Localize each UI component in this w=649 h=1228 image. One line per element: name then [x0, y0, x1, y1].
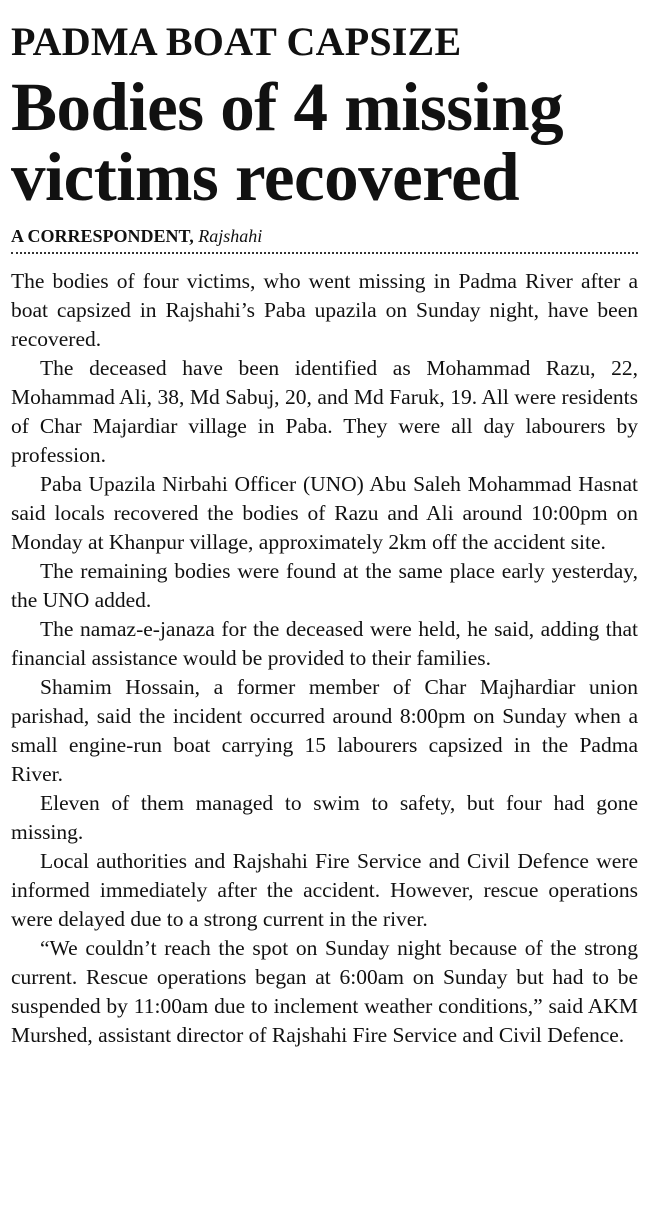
article-kicker: PADMA BOAT CAPSIZE [11, 19, 462, 64]
article-body [11, 267, 638, 1050]
byline [11, 225, 638, 247]
paragraph-5: The namaz-e-janaza for the deceased were held, he said, adding that financial assistance would be provided to their families. [11, 617, 638, 670]
news-article [11, 0, 638, 1050]
headline-line-2: victims recovered [11, 139, 520, 215]
dotted-divider [11, 252, 638, 254]
paragraph-8: Local authorities and Rajshahi Fire Service and Civil Defence were informed immediately after the accident. However, rescue operations were delayed due to a strong current in the river. [11, 849, 638, 931]
byline-author: A CORRESPONDENT, [11, 226, 194, 246]
paragraph-4: The remaining bodies were found at the same place early yesterday, the UNO added. [11, 559, 638, 612]
paragraph-1: The bodies of four victims, who went missing in Padma River after a boat capsized in Rajshahi’s Paba upazila on Sunday night, have been recovered. [11, 269, 638, 351]
headline-line-1: Bodies of 4 missing [11, 69, 564, 145]
paragraph-9: “We couldn’t reach the spot on Sunday night because of the strong current. Rescue operations began at 6:00am on Sunday but had to be suspended by 11:00am due to inclement weather conditions,” said AKM Murshed, assistant director of Rajshahi Fire Service and Civil Defence. [11, 936, 638, 1047]
paragraph-2: The deceased have been identified as Mohammad Razu, 22, Mohammad Ali, 38, Md Sabuj, 20, and Md Faruk, 19. All were residents of Char Majardiar village in Paba. They were all day labourers by profession. [11, 356, 638, 467]
byline-place: Rajshahi [198, 226, 263, 246]
paragraph-7: Eleven of them managed to swim to safety, but four had gone missing. [11, 791, 638, 844]
paragraph-6: Shamim Hossain, a former member of Char Majhardiar union parishad, said the incident occurred around 8:00pm on Sunday when a small engine-run boat carrying 15 labourers capsized in the Padma River. [11, 675, 638, 786]
article-headline [11, 69, 638, 215]
paragraph-3: Paba Upazila Nirbahi Officer (UNO) Abu Saleh Mohammad Hasnat said locals recovered the bodies of Razu and Ali around 10:00pm on Monday at Khanpur village, approximately 2km off the accident site. [11, 472, 638, 554]
